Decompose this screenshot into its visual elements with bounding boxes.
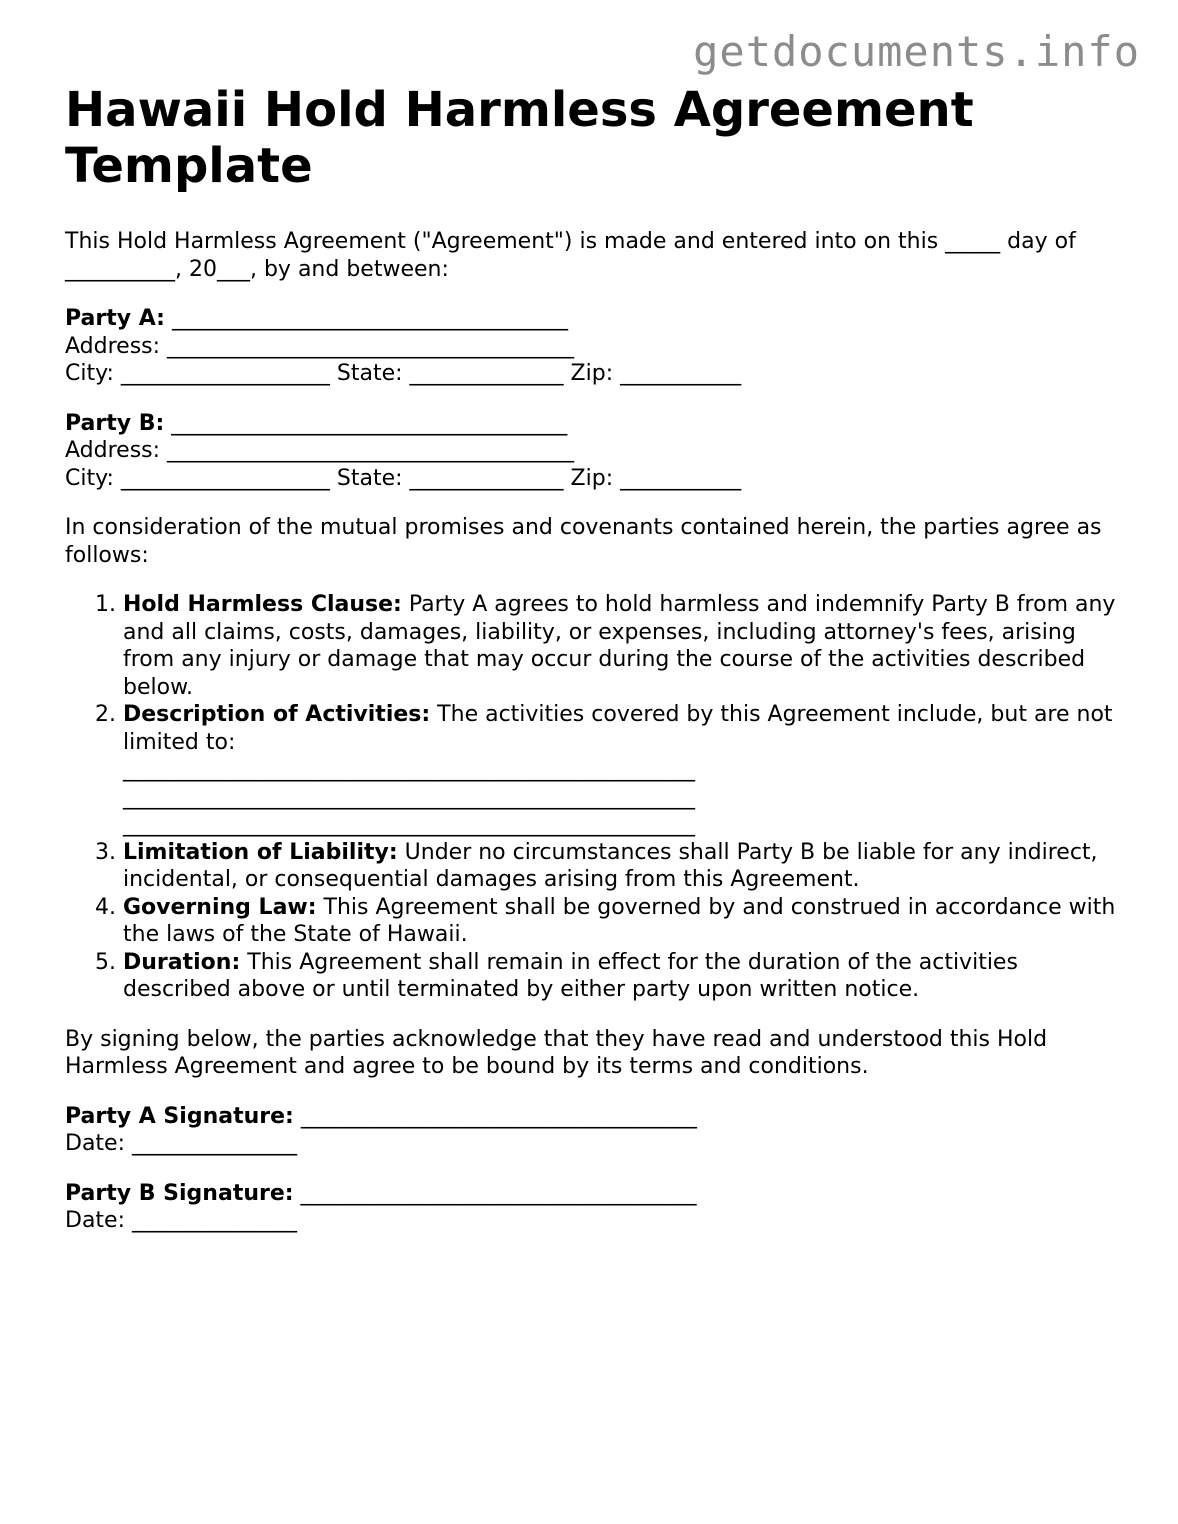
party-a-name-line [65, 305, 1125, 333]
clause-item [123, 701, 1125, 839]
party-b-signature-label: Party B Signature: [65, 1180, 294, 1206]
clause-heading: Governing Law: [123, 894, 317, 920]
clause-heading: Hold Harmless Clause: [123, 592, 402, 617]
party-a-name-blank: ____________________________________ [164, 306, 568, 331]
clause-item [123, 839, 1125, 894]
party-b-signature-blank: ____________________________________ [293, 1180, 697, 1206]
clause-text: This Agreement shall be governed by and construed in accordance with the laws of the State of Hawaii. [123, 894, 1116, 947]
clause-text: This Agreement shall remain in effect for the duration of the activities described above or until terminated by either party upon written notice. [123, 949, 1018, 1002]
activity-blank-line: ____________________________________________________ [123, 784, 695, 810]
party-a-signature-blank: ____________________________________ [293, 1103, 697, 1129]
consideration-paragraph: In consideration of the mutual promises and covenants contained herein, the parties agree as follows: [65, 515, 1102, 568]
document-content [65, 82, 1125, 1235]
clause-heading: Limitation of Liability: [123, 839, 398, 865]
party-a-address-line: Address: _____________________________________ [65, 333, 575, 359]
party-b-signature-block [65, 1180, 1125, 1235]
clause-item [123, 949, 1125, 1004]
party-b-date-line: Date: _______________ [65, 1208, 297, 1233]
clause-text: The activities covered by this Agreement include, but are not limited to: [123, 702, 1113, 755]
party-a-city-state-zip-line: City: ___________________ State: ______________ Zip: ___________ [65, 361, 742, 386]
clause-item [123, 591, 1125, 701]
activity-blank-line: ____________________________________________________ [123, 812, 695, 837]
clause-text: Party A agrees to hold harmless and indemnify Party B from any and all claims, costs, damages, liability, or expenses, including attorney's fees, arising from any injury or damage that may occur during the course of the activities described below. [123, 592, 1116, 700]
party-a-signature-label: Party A Signature: [65, 1103, 294, 1129]
activity-blank-line: ____________________________________________________ [123, 757, 695, 782]
acknowledgement-paragraph: By signing below, the parties acknowledge that they have read and understood this Hold Harmless Agreement and agree to be bound by its terms and conditions. [65, 1026, 1048, 1079]
party-b-signature-line [65, 1180, 1125, 1208]
clause-heading: Duration: [123, 949, 241, 975]
clause-item [123, 894, 1125, 949]
party-b-label: Party B: [65, 410, 165, 436]
party-a-signature-line [65, 1103, 1125, 1131]
party-a-label: Party A: [65, 306, 165, 331]
party-b-name-line [65, 410, 1125, 438]
party-a-block [65, 305, 1125, 388]
clause-heading: Description of Activities: [123, 702, 431, 727]
party-a-signature-block [65, 1103, 1125, 1158]
party-b-block [65, 410, 1125, 493]
intro-paragraph: This Hold Harmless Agreement ("Agreement") is made and entered into on this _____ day of __________, 20___, by and between: [65, 229, 1076, 282]
party-b-address-line: Address: _____________________________________ [65, 438, 575, 463]
party-b-city-state-zip-line: City: ___________________ State: ______________ Zip: ___________ [65, 465, 742, 491]
clause-text: Under no circumstances shall Party B be liable for any indirect, incidental, or consequential damages arising from this Agreement. [123, 839, 1098, 892]
clause-list [65, 591, 1125, 1004]
watermark: getdocuments.info [693, 27, 1140, 76]
page-title: Hawaii Hold Harmless Agreement Template [65, 82, 974, 194]
party-b-name-blank: ____________________________________ [164, 410, 568, 436]
party-a-date-line: Date: _______________ [65, 1131, 297, 1156]
